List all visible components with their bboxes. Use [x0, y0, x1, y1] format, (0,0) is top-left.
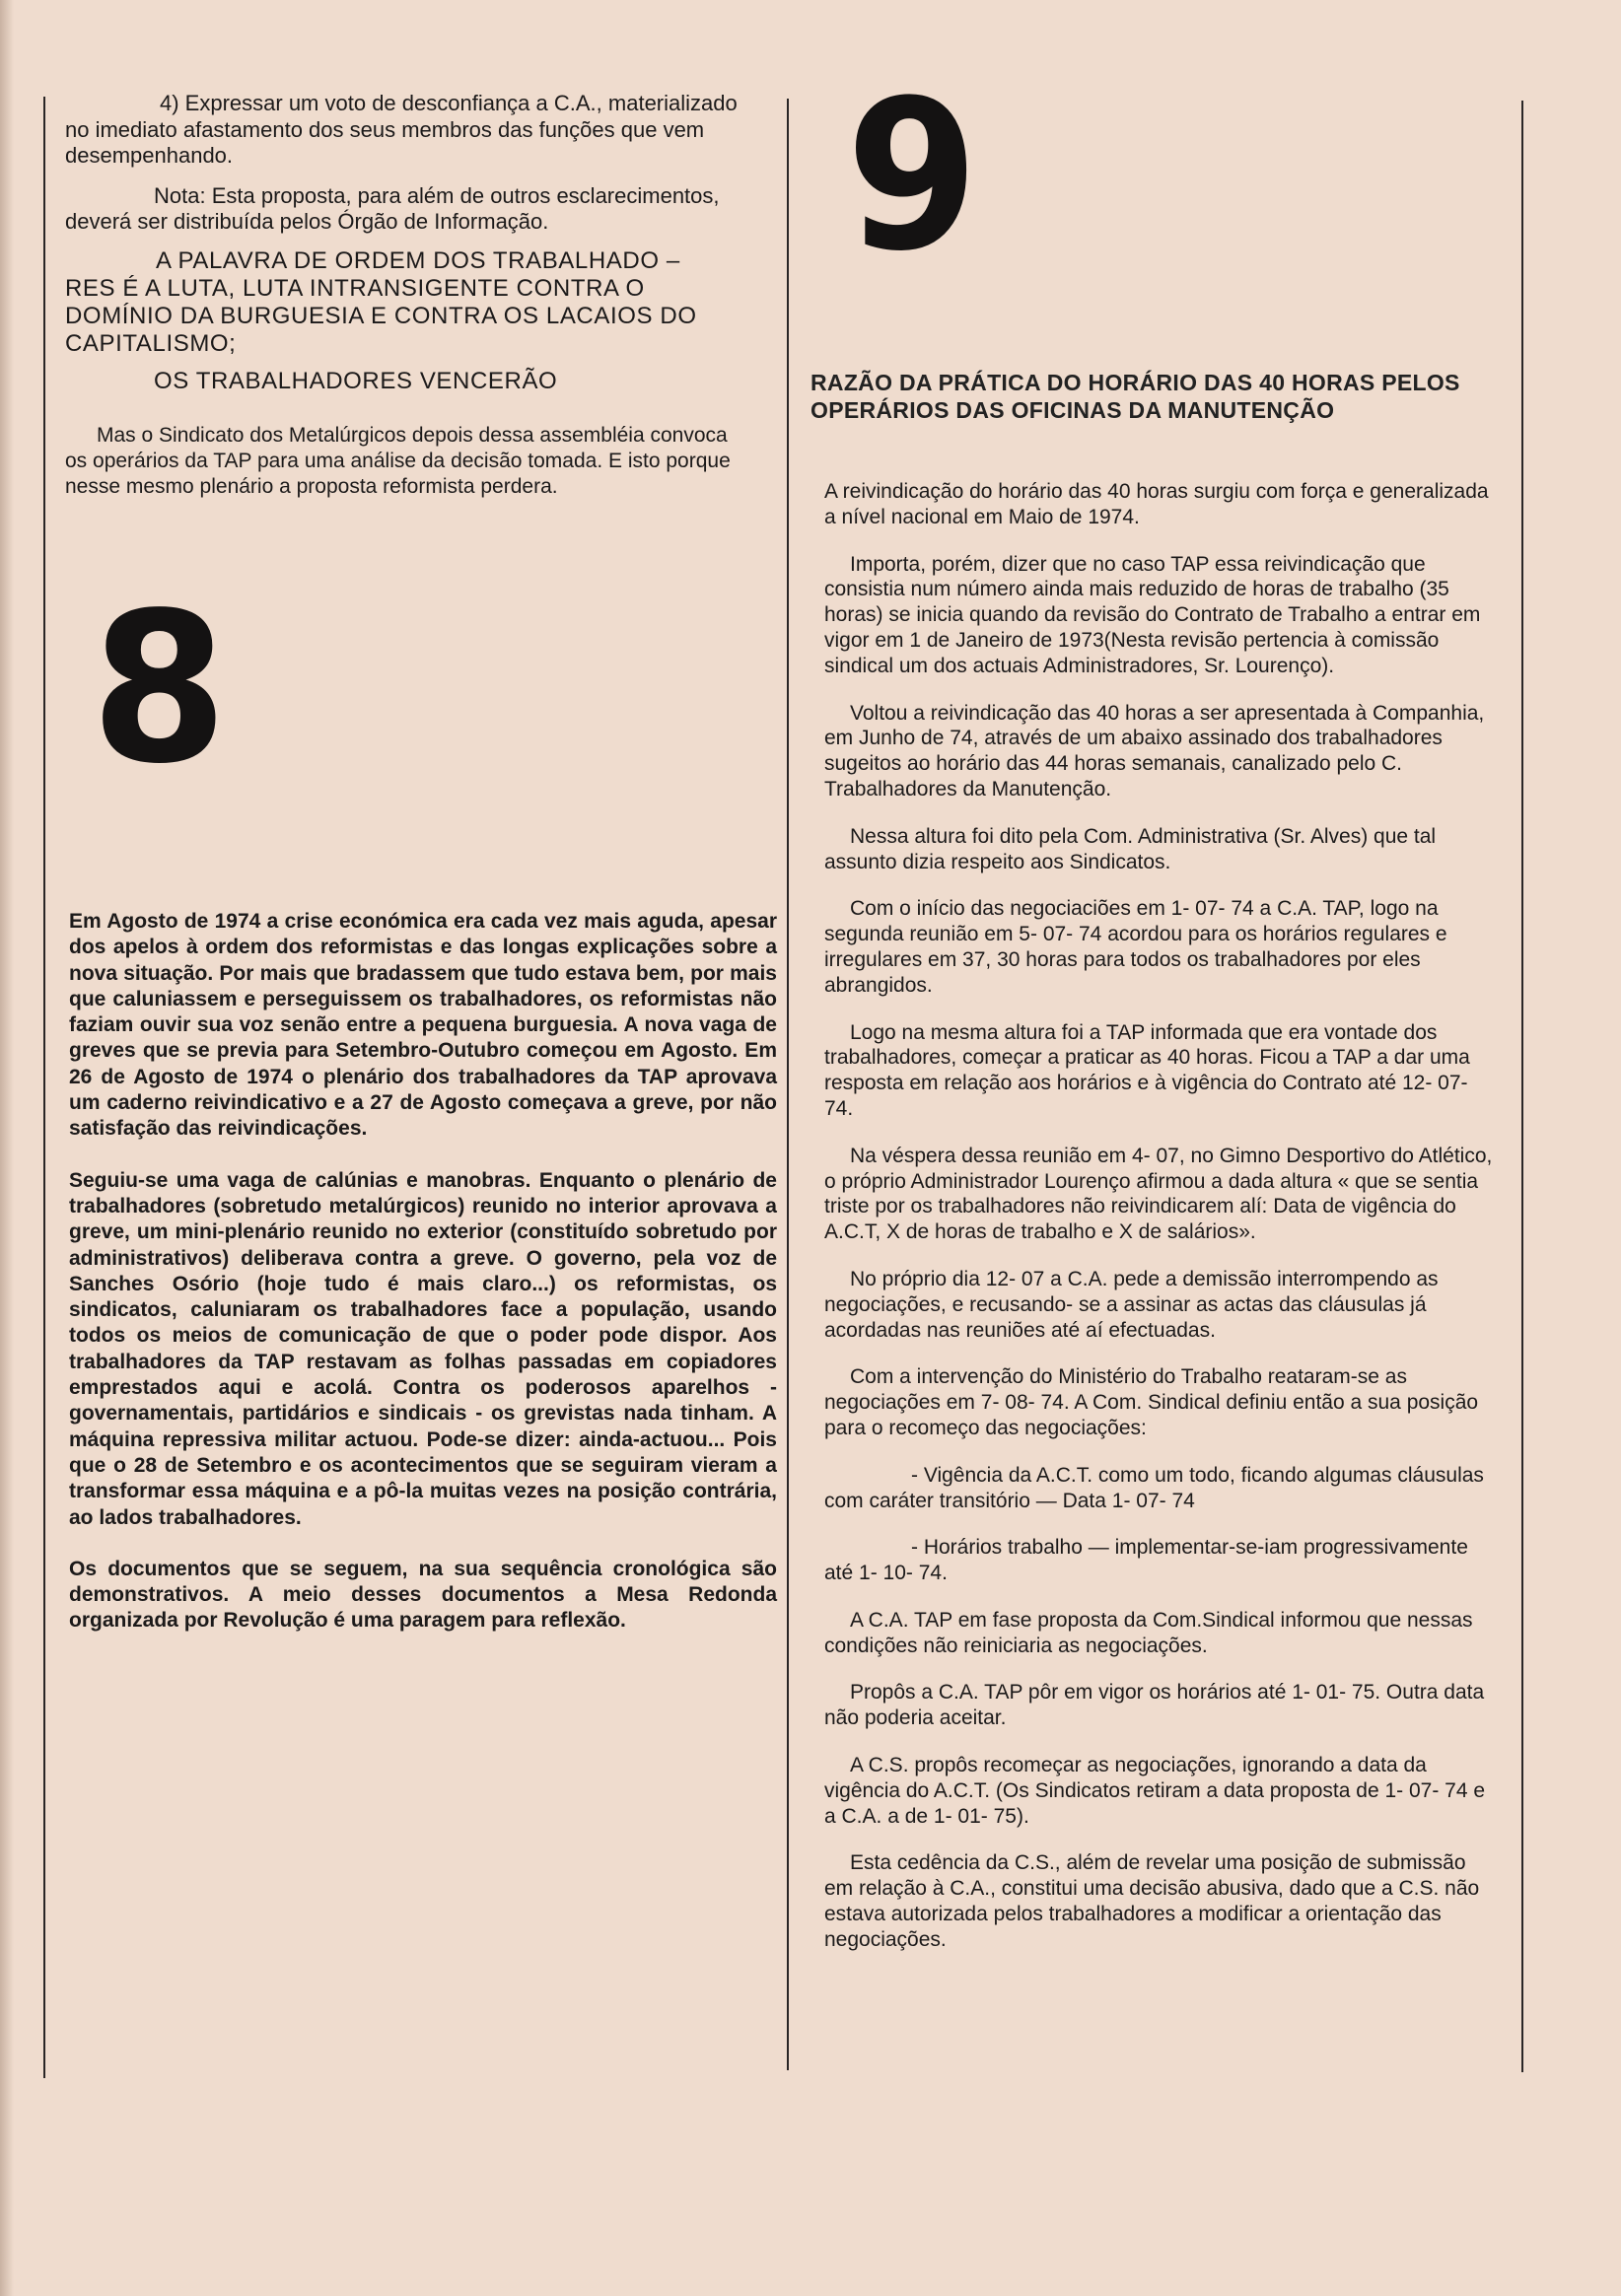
section-9-paragraph-8: No próprio dia 12- 07 a C.A. pede a demissão interrompendo as negociações, e recusando- se a assinar as actas das cláusulas já acordadas nas reuniões até aí efectuadas.	[824, 1267, 1439, 1342]
slogan-line-1: A PALAVRA DE ORDEM DOS TRABALHADO –	[156, 246, 680, 274]
section-8-paragraph-2: Seguiu-se uma vaga de calúnias e manobras. Enquanto o plenário de trabalhadores (sobretudo metalúrgicos) reunido no interior aprovava a greve, um mini-plenário reunido no exterior (constituído sobretudo por administrativos) deliberava contra a greve. O governo, pela voz de Sanches Osório (hoje tudo é mais claro...) os reformistas, os sindicatos, caluniaram os trabalhadores face a população, usando todos os meios de comunicação de que o poder pode dispor. Aos trabalhadores da TAP restavam as folhas passadas em copiadores emprestados aqui e acolá. Contra os poderosos aparelhos - governamentais, partidários e sindicais - os grevistas nada tinham. A máquina repressiva militar actuou. Pode-se dizer: ainda-actuou... Pois que o 28 de Setembro e os acontecimentos que se seguiram vieram a transformar essa máquina e a pô-la muitas vezes na posição contrária, ao lados trabalhadores.	[69, 1168, 777, 1529]
proposal-item-4: 4) Expressar um voto de desconfiança a C.A., materializado no imediato afastamento dos seus membros das funções que vem desempenhando.	[65, 91, 738, 168]
page-edge-shadow	[0, 0, 14, 2296]
section-9-paragraph-4: Nessa altura foi dito pela Com. Administrativa (Sr. Alves) que tal assunto dizia respeito aos Sindicatos.	[824, 824, 1437, 873]
section-9-paragraph-2: Importa, porém, dizer que no caso TAP essa reivindicação que consistia num número ainda mais reduzido de horas de trabalho (35 horas) se inicia quando da revisão do Contrato de Trabalho a entrar em vigor em 1 de Janeiro de 1973(Nesta revisão pertencia à comissão sindical um dos actuais Administradores, Sr. Lourenço).	[824, 552, 1481, 677]
nota-paragraph: Nota: Esta proposta, para além de outros esclarecimentos, deverá ser distribuída pelos Órgão de Informação.	[65, 182, 720, 234]
left-column-rule	[43, 97, 45, 2078]
section-9-heading	[810, 369, 1491, 424]
slogan-final: OS TRABALHADORES VENCERÃO	[154, 367, 558, 394]
section-9-paragraph-1: A reivindicação do horário das 40 horas surgiu com força e generalizada a nível nacional em Maio de 1974.	[824, 480, 1489, 528]
section-9-paragraph-5: Com o início das negociaciões em 1- 07- 74 a C.A. TAP, logo na segunda reunião em 5- 07- 74 acordou para os horários regulares e irregulares em 37, 30 horas para todos os trabalhadores por eles abrangidos.	[824, 897, 1447, 997]
slogan-body: RES É A LUTA, LUTA INTRANSIGENTE CONTRA O DOMÍNIO DA BURGUESIA E CONTRA OS LACAIOS DO CAPITALISMO;	[65, 274, 697, 357]
section-9-body	[824, 479, 1495, 1953]
section-9-paragraph-3: Voltou a reivindicação das 40 horas a ser apresentada à Companhia, em Junho de 74, através de um abaixo assinado dos trabalhadores sugeitos ao horário das 44 horas semanais, canalizado pelo C. Trabalhadores da Manutenção.	[824, 701, 1485, 800]
section-9-paragraph-7: Na véspera dessa reunião em 4- 07, no Gimno Desportivo do Atlético, o próprio Administrador Lourenço afirmou a dada altura « que se sentia triste por os trabalhadores não reivindicarem alí: Data de vigência do A.C.T, X de horas de trabalho e X de salários».	[824, 1144, 1493, 1244]
left-column	[65, 91, 771, 501]
right-column-rule	[1521, 101, 1523, 2072]
center-column-rule	[787, 99, 789, 2070]
slogan-block	[65, 247, 755, 358]
section-9-paragraph-9: Com a intervenção do Ministério do Trabalho reataram-se as negociações em 7- 08- 74. A Com. Sindical definiu então a sua posição para o recomeço das negociações:	[824, 1365, 1479, 1439]
sindicato-paragraph: Mas o Sindicato dos Metalúrgicos depois dessa assembléia convoca os operários da TAP para uma análise da decisão tomada. E isto porque nesse mesmo plenário a proposta reformista perdera.	[65, 423, 731, 499]
section-9-title: RAZÃO DA PRÁTICA DO HORÁRIO DAS 40 HORAS PELOS OPERÁRIOS DAS OFICINAS DA MANUTENÇÃO	[810, 370, 1460, 423]
section-9-item-vigencia: - Vigência da A.C.T. como um todo, ficando algumas cláusulas com caráter transitório — Data 1- 07- 74	[824, 1463, 1484, 1512]
section-9-paragraph-12: A C.A. TAP em fase proposta da Com.Sindical informou que nessas condições não reiniciaria as negociações.	[824, 1608, 1473, 1657]
section-8-body	[69, 909, 777, 1635]
section-8-paragraph-1: Em Agosto de 1974 a crise económica era cada vez mais aguda, apesar dos apelos à ordem dos reformistas e das longas explicações sobre a nova situação. Por mais que bradassem que tudo estava bem, por mais que caluniassem e perseguissem os trabalhadores, os reformistas não faziam ouvir sua voz senão entre a pequena burguesia. A nova vaga de greves que se previa para Setembro-Outubro começou em Agosto. Em 26 de Agosto de 1974 o plenário dos trabalhadores da TAP aprovava um caderno reivindicativo e a 27 de Agosto começava a greve, por não satisfação das reivindicações.	[69, 910, 777, 1141]
section-9-paragraph-6: Logo na mesma altura foi a TAP informada que era vontade dos trabalhadores, começar a praticar as 40 horas. Ficou a TAP a dar uma resposta em relação aos horários e à vigência do Contrato até 12- 07- 74.	[824, 1020, 1470, 1120]
section-9-item-horarios: - Horários trabalho — implementar-se-iam progressivamente até 1- 10- 74.	[824, 1536, 1468, 1585]
section-number-9: 9	[846, 55, 973, 297]
section-9-paragraph-14: A C.S. propôs recomeçar as negociações, ignorando a data da vigência do A.C.T. (Os Sindicatos retiram a data proposta de 1- 07- 74 e a C.A. a de 1- 01- 75).	[824, 1754, 1486, 1828]
section-9-paragraph-15: Esta cedência da C.S., além de revelar uma posição de submissão em relação à C.A., constitui uma decisão abusiva, dado que a C.S. não estava autorizada pelos trabalhadores a modificar a orientação das negociações.	[824, 1851, 1480, 1951]
section-9-paragraph-13: Propôs a C.A. TAP pôr em vigor os horários até 1- 01- 75. Outra data não poderia aceitar.	[824, 1681, 1485, 1730]
section-8-paragraph-3: Os documentos que se seguem, na sua sequência cronológica são demonstrativos. A meio desses documentos a Mesa Redonda organizada por Revolução é uma paragem para reflexão.	[69, 1557, 777, 1633]
section-number-8: 8	[91, 568, 223, 809]
